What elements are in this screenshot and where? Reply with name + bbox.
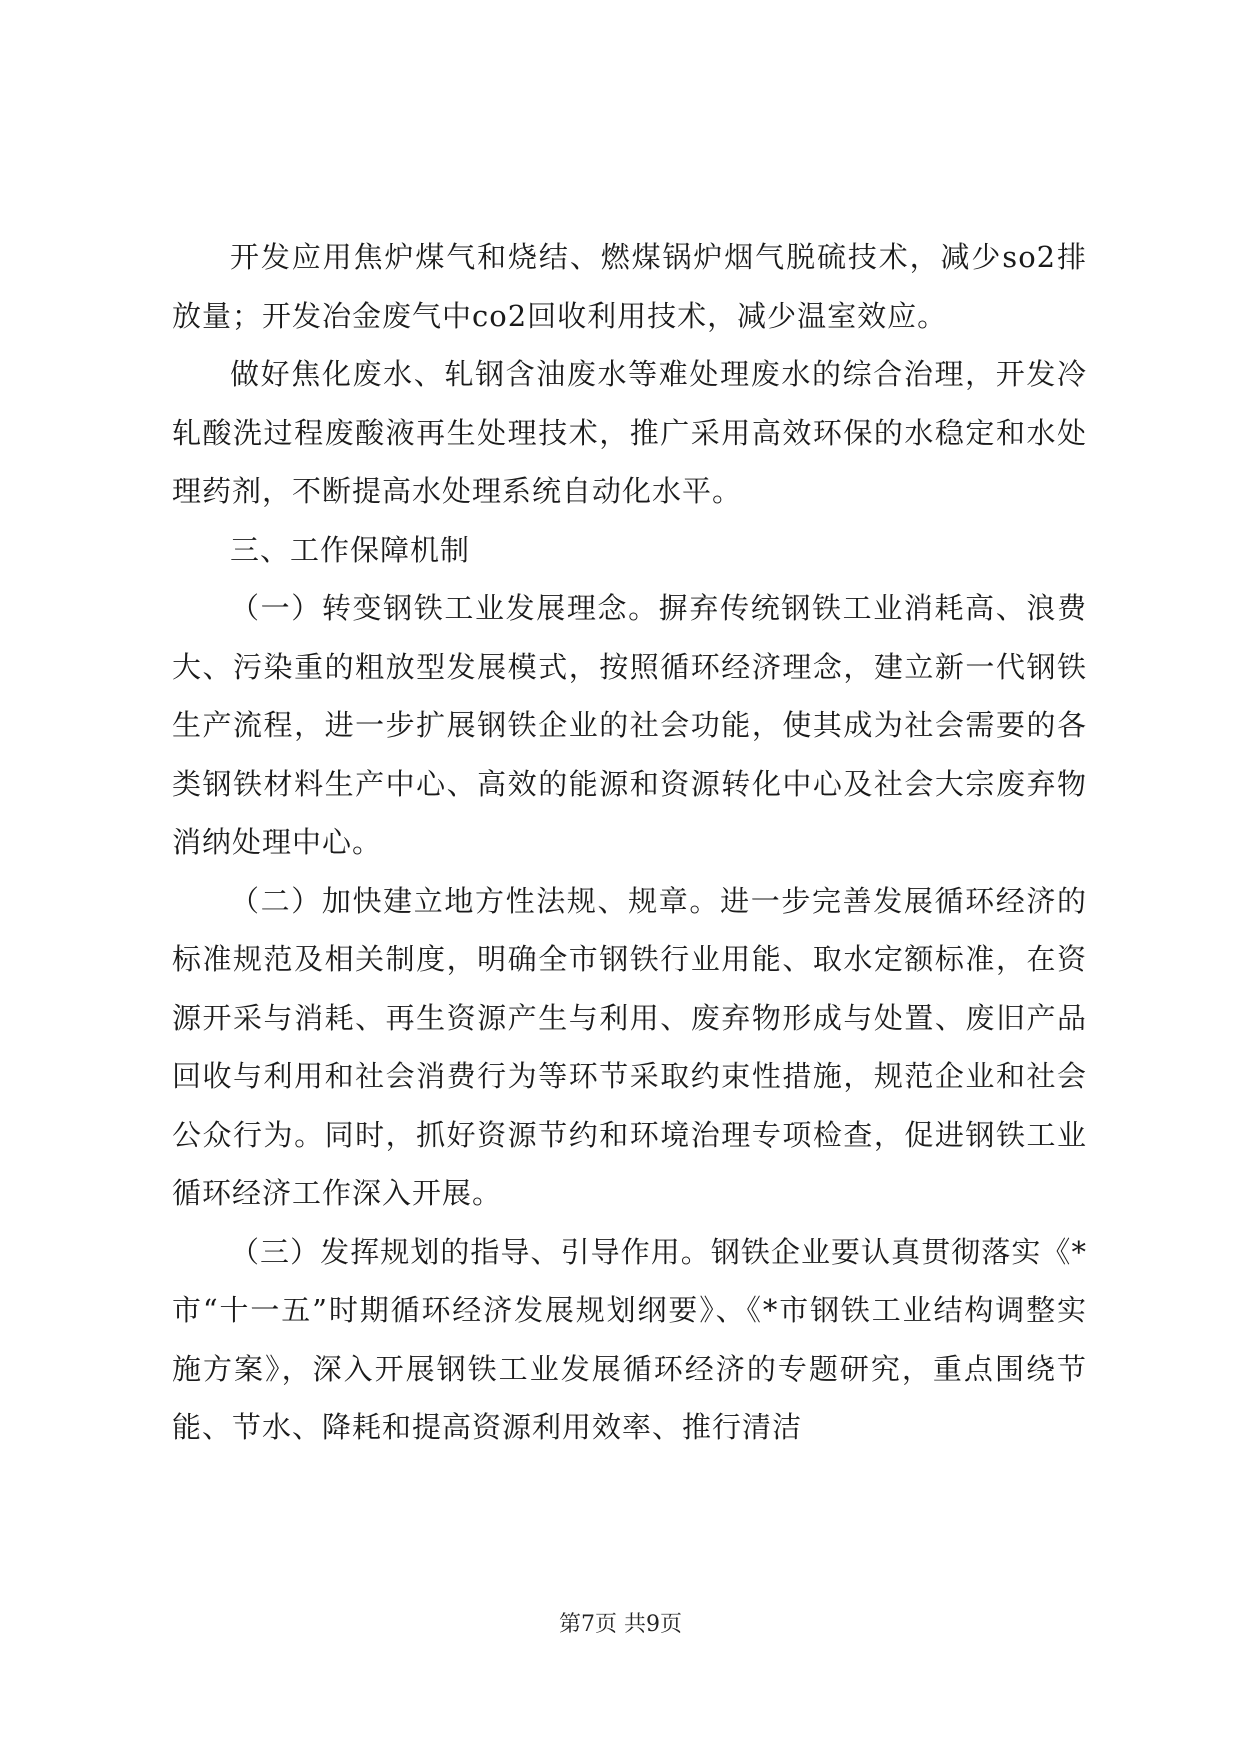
section-heading-guarantee: 三、工作保障机制 — [230, 532, 471, 567]
document-body — [172, 228, 1087, 1457]
paragraph-item-2: （二）加快建立地方性法规、规章。进一步完善发展循环经济的标准规范及相关制度，明确全市钢铁行业用能、取水定额标准，在资源开采与消耗、再生资源产生与利用、废弃物形成与处置、废旧产品回收与利用和社会消费行为等环节采取约束性措施，规范企业和社会公众行为。同时，抓好资源节约和环境治理专项检查，促进钢铁工业循环经济工作深入开展。 — [172, 883, 1087, 1210]
paragraph-wastewater: 做好焦化废水、轧钢含油废水等难处理废水的综合治理，开发冷轧酸洗过程废酸液再生处理技术，推广采用高效环保的水稳定和水处理药剂，不断提高水处理系统自动化水平。 — [172, 357, 1087, 508]
paragraph-item-3: （三）发挥规划的指导、引导作用。钢铁企业要认真贯彻落实《*市“十一五”时期循环经济发展规划纲要》、《*市钢铁工业结构调整实施方案》，深入开展钢铁工业发展循环经济的专题研究，重点围绕节能、节水、降耗和提高资源利用效率、推行清洁 — [172, 1234, 1087, 1444]
page-footer — [0, 1610, 1241, 1640]
paragraph-desulfurization: 开发应用焦炉煤气和烧结、燃煤锅炉烟气脱硫技术，减少so2排放量；开发冶金废气中co2回收利用技术，减少温室效应。 — [172, 240, 1087, 333]
page-number: 第7页 共9页 — [559, 1612, 682, 1637]
paragraph-item-1: （一）转变钢铁工业发展理念。摒弃传统钢铁工业消耗高、浪费大、污染重的粗放型发展模式，按照循环经济理念，建立新一代钢铁生产流程，进一步扩展钢铁企业的社会功能，使其成为社会需要的各类钢铁材料生产中心、高效的能源和资源转化中心及社会大宗废弃物消纳处理中心。 — [172, 591, 1087, 859]
